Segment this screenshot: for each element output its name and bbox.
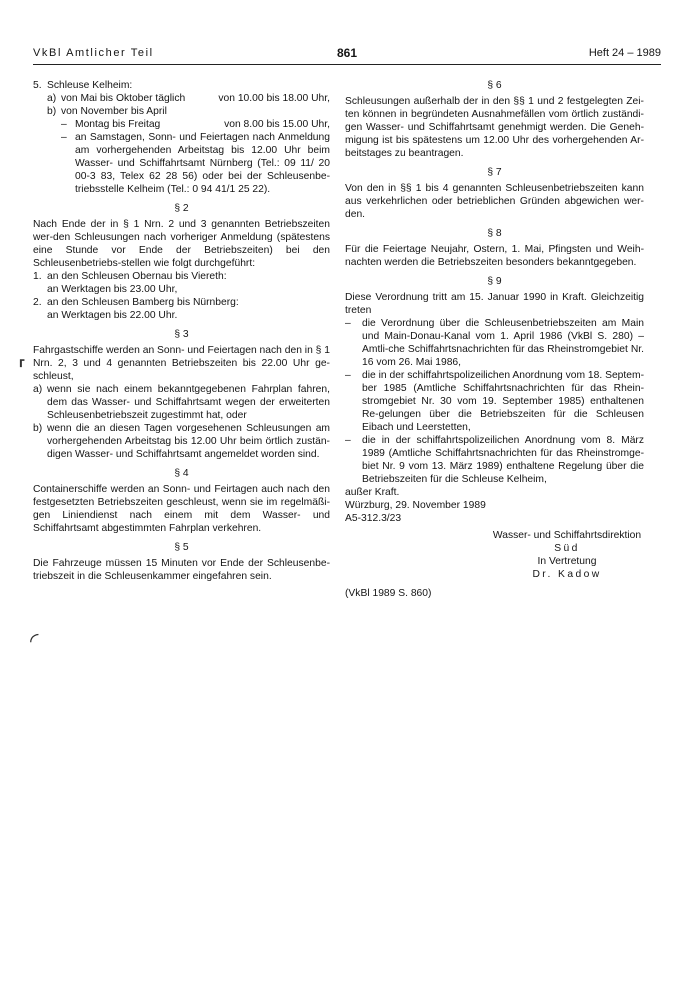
kelheim-dash-1-row [75, 118, 330, 131]
signature-block [345, 529, 644, 581]
kelheim-a [33, 92, 330, 105]
kelheim-title: Schleuse Kelheim: [47, 80, 133, 91]
signature-org: Wasser- und Schiffahrtsdirektion [492, 530, 642, 541]
section-3-item-a [33, 383, 330, 422]
section-8-text: Für die Feiertage Neujahr, Ostern, 1. Mai, Pfingsten und Weih-nachten werden die Betriebszeiten besonders bekanntgegeben. [345, 244, 644, 268]
item-label: b) [33, 423, 43, 434]
section-9-dash-3-text: die in der schiffahrtspolizeilichen Anordnung vom 8. März 1989 (Amtliche Schiffahrtsnachrichten für das Rheinstromge-biet Nr. 9 vom 13. März 1989) enthaltene Regelung über die Betriebszeiten für die Schleuse Kelheim, [362, 435, 644, 485]
kelheim-dash-1-time: von 8.00 bis 15.00 Uhr, [224, 119, 330, 130]
section-6-heading: § 6 [487, 80, 502, 91]
kelheim-dash-2-text: an Samstagen, Sonn- und Feiertagen nach Anmeldung am vorhergehenden Arbeitstag bis 12.00 Uhr beim Wasser- und Schiffahrtsamt Nürnberg (Tel.: 09 11/ 20 00-3 83, Telex 62 28 56) oder bei der Schleusenbe-triebsstelle Kelheim (Tel.: 0 94 41/1 25 22). [75, 132, 330, 195]
signature-name: Dr. Kadow [532, 569, 602, 580]
kelheim-a-time: von 10.00 bis 18.00 Uhr, [218, 93, 330, 104]
item-2-line-2: an Werktagen bis 22.00 Uhr. [47, 310, 178, 321]
section-9-heading: § 9 [487, 276, 502, 287]
kelheim-a-row [61, 92, 330, 105]
item-body [47, 296, 330, 322]
item-label: a) [33, 384, 43, 395]
section-3-text: Fahrgastschiffe werden an Sonn- und Feiertagen nach den in § 1 Nrn. 2, 3 und 4 genannten Betriebszeiten bis 22.00 Uhr ge-schleust, [33, 345, 330, 382]
kelheim-a-text: von Mai bis Oktober täglich [61, 93, 186, 104]
section-7-heading: § 7 [487, 167, 502, 178]
section-3-heading: § 3 [174, 329, 189, 340]
item-2-line-1: an den Schleusen Bamberg bis Nürnberg: [47, 297, 239, 308]
punch-hole-mark: ◜ [30, 628, 39, 653]
section-4-heading: § 4 [174, 468, 189, 479]
kelheim-dash-1-text: Montag bis Freitag [75, 119, 161, 130]
publication-reference: (VkBl 1989 S. 860) [345, 588, 432, 599]
section-2-heading: § 2 [174, 203, 189, 214]
dash-mark: – [345, 370, 351, 381]
section-2-item-2 [33, 296, 330, 322]
page-header [33, 46, 661, 64]
section-6-text: Schleusungen außerhalb der in den §§ 1 und 2 festgelegten Zei-ten können in begründeten Ausnahmefällen vom örtlich zuständi-gen Wasser- und Schiffahrtsamt genehmigt werden. Die Geneh-migung ist bis spätestens um 12.00 Uhr des vorhergehenden Ar-beitstages zu beantragen. [345, 96, 644, 159]
kelheim-b [33, 105, 330, 118]
margin-mark: ⸢ [18, 356, 27, 381]
section-7-text: Von den in §§ 1 bis 4 genannten Schleusenbetriebszeiten kann aus verkehrlichen oder betrieblichen Gründen abgewichen wer-den. [345, 183, 644, 220]
dash-mark: – [345, 318, 351, 329]
section-5-text: Die Fahrzeuge müssen 15 Minuten vor Ende der Schleusenbe-triebszeit in die Schleusenkammer eingefahren sein. [33, 558, 330, 582]
kelheim-dash-2 [33, 131, 330, 196]
section-8-heading: § 8 [487, 228, 502, 239]
signature-region: Süd [554, 543, 580, 554]
section-9-dash-3 [345, 434, 644, 486]
kelheim-b-label: b) [47, 106, 57, 117]
journal-title: VkBl Amtlicher Teil [33, 47, 154, 59]
dash-mark: – [61, 119, 67, 130]
item-1-line-1: an den Schleusen Obernau bis Viereth: [47, 271, 227, 282]
dash-mark: – [61, 132, 67, 143]
item-label: 1. [33, 271, 42, 282]
section-2-text: Nach Ende der in § 1 Nrn. 2 und 3 genannten Betriebszeiten wer-den Schleusungen nach vorheriger Anmeldung (spätestens eine Stunde vor Ende der Betriebszeiten) bei den Schleusenbetriebs-stellen wie folgt durchgeführt: [33, 219, 330, 269]
section-9-dash-2-text: die in der schiffahrtspolizeilichen Anordnung vom 18. Septem-ber 1985 (Amtliche Schiffahrtsnachrichten für das Rhein-stromgebiet Nr. 30 vom 19. September 1985) enthaltenen Re-gelungen über die Betriebszeiten für die Schleusen Eibach und Leerstetten, [362, 370, 644, 433]
dash-mark: – [345, 435, 351, 446]
kelheim-dash-1 [33, 118, 330, 131]
kelheim-item [33, 79, 330, 92]
file-reference: A5-312.3/23 [345, 513, 402, 524]
kelheim-a-label: a) [47, 93, 57, 104]
issue-label: Heft 24 – 1989 [588, 47, 661, 59]
section-2-item-1 [33, 270, 330, 296]
right-column [345, 79, 644, 600]
section-3-b-text: wenn die an diesen Tagen vorgesehenen Schleusungen am vorhergehenden Arbeitstag bis 12.00 Uhr beim örtlich zustän-digen Wasser- und Schiffahrtsamt angemeldet worden sind. [47, 423, 330, 460]
item-body [47, 270, 330, 296]
item-1-line-2: an Werktagen bis 23.00 Uhr, [47, 284, 178, 295]
signature-role: In Vertretung [537, 556, 597, 567]
section-4-text: Containerschiffe werden an Sonn- und Feirtagen auch nach den festgesetzten Betriebszeiten geschleust, wenn sie im regelmäßi-gen Liniendienst nach einem mit dem Wasser- und Schiffahrtsamt abgestimmten Fahrplan verkehren. [33, 484, 330, 534]
section-9-dash-2 [345, 369, 644, 434]
page-number: 861 [336, 46, 358, 60]
left-column [33, 79, 330, 583]
section-3-item-b [33, 422, 330, 461]
section-9-dash-1-text: die Verordnung über die Schleusenbetriebszeiten am Main und Main-Donau-Kanal vom 1. April 1986 (VkBl S. 280) – Amtli-che Schiffahrtsnachrichten für das Rheinstromgebiet Nr. 16 vom 26. Mai 1986, [362, 318, 644, 368]
kelheim-b-text: von November bis April [61, 106, 167, 117]
header-rule [33, 64, 661, 65]
section-5-heading: § 5 [174, 542, 189, 553]
item-label: 2. [33, 297, 42, 308]
section-9-closing: außer Kraft. [345, 487, 400, 498]
section-9-dash-1 [345, 317, 644, 369]
section-9-text: Diese Verordnung tritt am 15. Januar 1990 in Kraft. Gleichzeitig treten [345, 292, 644, 316]
section-3-a-text: wenn sie nach einem bekanntgegebenen Fahrplan fahren, dem das Wasser- und Schiffahrtsamt wegen der erweiterten Schleusenbetriebszeit zugestimmt hat, oder [47, 384, 330, 421]
kelheim-number: 5. [33, 80, 42, 91]
date-place: Würzburg, 29. November 1989 [345, 500, 486, 511]
